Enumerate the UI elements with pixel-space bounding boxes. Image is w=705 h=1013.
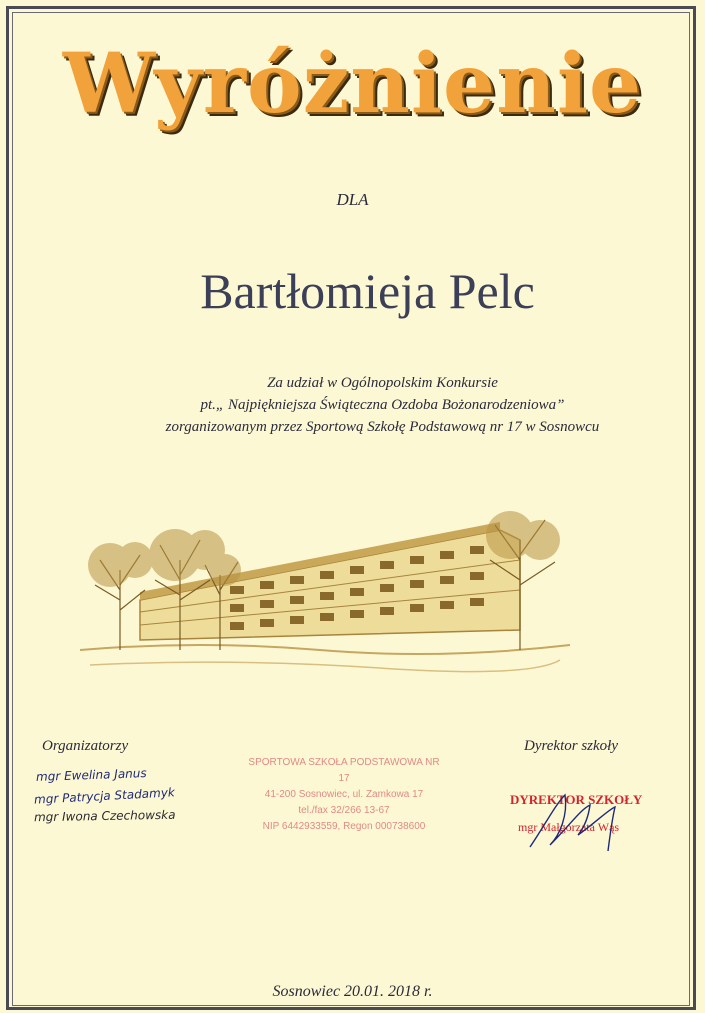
for-label: DLA	[336, 190, 369, 209]
stamp-line: tel./fax 32/266 13-67	[298, 805, 390, 816]
organizer-signature: mgr Patrycja Stadamyk	[33, 785, 176, 807]
organizer-signature: mgr Ewelina Janus	[35, 766, 147, 784]
stamp-line: 41-200 Sosnowiec, ul. Zamkowa 17	[264, 789, 424, 800]
description-line: zorganizowanym przez Sportową Szkołę Podstawową nr 17 w Sosnowcu	[165, 419, 600, 435]
description-line: Za udział w Ogólnopolskim Konkursie	[267, 375, 498, 391]
director-signature	[520, 785, 630, 855]
school-stamp	[244, 755, 444, 835]
organizers-label: Organizatorzy	[42, 738, 129, 754]
award-description	[0, 372, 705, 438]
description-line: pt.„ Najpiękniejsza Świąteczna Ozdoba Bożonarodzeniowa”	[200, 397, 565, 413]
recipient-name: Bartłomieja Pelc	[200, 263, 535, 319]
stamp-line: NIP 6442933559, Regon 000738600	[262, 821, 426, 832]
certificate-title: Wyróżnienie	[62, 36, 643, 132]
organizer-signature: mgr Iwona Czechowska	[33, 807, 176, 825]
director-label: Dyrektor szkoły	[524, 738, 618, 754]
director-stamp-name: mgr Małgorzata Wąs	[518, 820, 620, 834]
place-and-date: Sosnowiec 20.01. 2018 r.	[272, 983, 433, 1000]
school-building-illustration	[80, 500, 570, 690]
director-stamp-title: DYREKTOR SZKOŁY	[510, 792, 643, 807]
stamp-line: SPORTOWA SZKOŁA PODSTAWOWA NR 17	[248, 757, 440, 784]
